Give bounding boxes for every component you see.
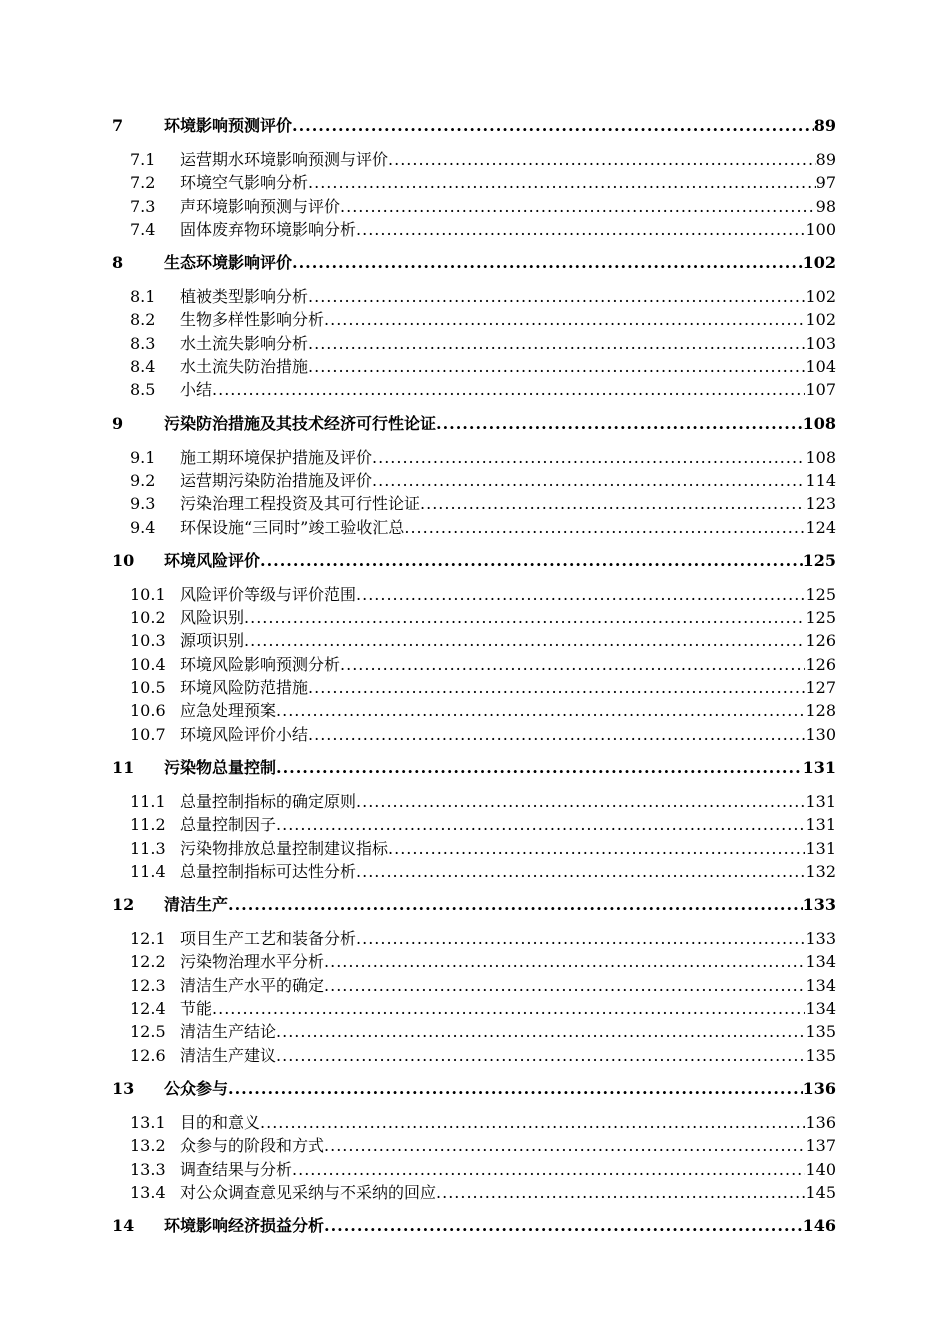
page-number: 108 [805, 447, 836, 467]
toc-section-entry[interactable] [112, 469, 836, 492]
toc-section-entry[interactable] [112, 171, 836, 194]
dot-leader [324, 974, 805, 997]
dot-leader [388, 148, 816, 171]
chapter-number: 12 [112, 895, 135, 915]
dot-leader [324, 1214, 803, 1238]
toc-chapter-entry[interactable] [112, 251, 836, 275]
section-number: 8.4 [130, 357, 156, 377]
section-title: 总量控制因子 [180, 815, 277, 835]
page-number: 126 [805, 631, 836, 651]
dot-leader [308, 171, 816, 194]
section-title: 固体废弃物环境影响分析 [180, 219, 357, 239]
section-number: 11.1 [130, 791, 166, 811]
section-number: 9.3 [130, 494, 156, 514]
toc-section-entry[interactable] [112, 332, 836, 355]
dot-leader [372, 469, 805, 492]
toc-section-entry[interactable] [112, 860, 836, 883]
section-number: 13.4 [130, 1182, 166, 1202]
section-number: 7.3 [130, 196, 156, 216]
page-number: 134 [805, 952, 836, 972]
dot-leader [276, 756, 803, 780]
section-title: 环境风险防范措施 [180, 678, 309, 698]
page-number: 100 [805, 219, 836, 239]
page-number: 98 [815, 196, 836, 216]
dot-leader [228, 893, 803, 917]
section-title: 源项识别 [180, 631, 245, 651]
toc-section-entry[interactable] [112, 723, 836, 746]
dot-leader [340, 653, 805, 676]
section-title: 总量控制指标的确定原则 [180, 791, 357, 811]
section-number: 13.3 [130, 1159, 166, 1179]
dot-leader [372, 446, 805, 469]
section-title: 运营期污染防治措施及评价 [180, 470, 373, 490]
page-number: 132 [805, 861, 836, 881]
dot-leader [292, 114, 814, 138]
page-number: 102 [805, 287, 836, 307]
dot-leader [436, 1181, 805, 1204]
section-number: 10.1 [130, 584, 166, 604]
dot-leader [388, 837, 805, 860]
page-number: 123 [805, 494, 836, 514]
page-number: 136 [805, 1112, 836, 1132]
section-title: 生物多样性影响分析 [180, 310, 325, 330]
dot-leader [356, 218, 805, 241]
toc-section-entry[interactable] [112, 629, 836, 652]
toc-section-entry[interactable] [112, 653, 836, 676]
page-number: 125 [805, 608, 836, 628]
section-number: 13.1 [130, 1112, 166, 1132]
page-number: 131 [805, 791, 836, 811]
page-number: 126 [805, 654, 836, 674]
dot-leader [324, 308, 805, 331]
section-title: 清洁生产建议 [180, 1045, 277, 1065]
dot-leader [356, 927, 805, 950]
toc-section-entry[interactable] [112, 446, 836, 469]
section-number: 12.1 [130, 929, 166, 949]
dot-leader [340, 195, 816, 218]
chapter-number: 9 [112, 413, 124, 433]
section-title: 植被类型影响分析 [180, 287, 309, 307]
dot-leader [228, 1077, 803, 1101]
section-title: 环境风险评价小结 [180, 724, 309, 744]
section-number: 10.6 [130, 701, 166, 721]
page-number: 103 [805, 333, 836, 353]
section-title: 污染物排放总量控制建议指标 [180, 838, 389, 858]
toc-section-entry[interactable] [112, 285, 836, 308]
section-title: 施工期环境保护措施及评价 [180, 447, 373, 467]
toc-section-entry[interactable] [112, 378, 836, 401]
dot-leader [420, 492, 805, 515]
section-title: 对公众调查意见采纳与不采纳的回应 [180, 1182, 437, 1202]
toc-section-entry[interactable] [112, 1158, 836, 1181]
toc-section-entry[interactable] [112, 195, 836, 218]
section-number: 9.4 [130, 517, 156, 537]
page-number: 102 [805, 310, 836, 330]
section-title: 总量控制指标可达性分析 [180, 861, 357, 881]
section-title: 应急处理预案 [180, 701, 277, 721]
page-number: 145 [805, 1182, 836, 1202]
section-title: 污染治理工程投资及其可行性论证 [180, 494, 421, 514]
dot-leader [356, 790, 805, 813]
section-title: 节能 [180, 999, 213, 1019]
dot-leader [324, 950, 805, 973]
chapter-title: 污染防治措施及其技术经济可行性论证 [164, 413, 437, 433]
section-title: 目的和意义 [180, 1112, 261, 1132]
dot-leader [292, 1158, 805, 1181]
chapter-title: 环境影响经济损益分析 [164, 1216, 325, 1236]
section-number: 12.3 [130, 975, 166, 995]
page-number: 125 [805, 584, 836, 604]
toc-chapter-entry[interactable] [112, 1077, 836, 1101]
chapter-number: 13 [112, 1078, 135, 1098]
section-number: 9.1 [130, 447, 156, 467]
section-title: 小结 [180, 380, 213, 400]
page-number: 140 [805, 1159, 836, 1179]
page-number: 114 [805, 470, 836, 490]
chapter-number: 10 [112, 550, 135, 570]
section-title: 运营期水环境影响预测与评价 [180, 150, 389, 169]
dot-leader [308, 676, 805, 699]
dot-leader [276, 699, 805, 722]
section-number: 8.1 [130, 287, 156, 307]
section-number: 13.2 [130, 1136, 166, 1156]
toc-section-entry[interactable] [112, 1020, 836, 1043]
toc-chapter-entry[interactable] [112, 1214, 836, 1238]
page-number: 128 [805, 701, 836, 721]
toc-section-entry[interactable] [112, 997, 836, 1020]
dot-leader [276, 813, 805, 836]
section-number: 11.3 [130, 838, 166, 858]
section-number: 9.2 [130, 470, 156, 490]
toc-section-entry[interactable] [112, 1044, 836, 1067]
toc-section-entry[interactable] [112, 606, 836, 629]
page-number: 134 [805, 999, 836, 1019]
section-title: 清洁生产水平的确定 [180, 975, 325, 995]
page-number: 108 [802, 413, 836, 433]
dot-leader [324, 1134, 805, 1157]
section-number: 8.5 [130, 380, 156, 400]
section-number: 10.2 [130, 608, 166, 628]
toc-section-entry[interactable] [112, 148, 836, 171]
page-number: 135 [805, 1045, 836, 1065]
dot-leader [276, 1044, 805, 1067]
dot-leader [308, 723, 805, 746]
page-number: 89 [815, 150, 836, 169]
dot-leader [308, 285, 805, 308]
page-number: 107 [805, 380, 836, 400]
chapter-title: 清洁生产 [164, 895, 229, 915]
toc-section-entry[interactable] [112, 1181, 836, 1204]
toc-section-entry[interactable] [112, 355, 836, 378]
toc-section-entry[interactable] [112, 492, 836, 515]
chapter-title: 公众参与 [164, 1078, 229, 1098]
page-number: 131 [802, 757, 836, 777]
section-number: 7.2 [130, 173, 156, 193]
section-title: 环保设施“三同时”竣工验收汇总 [180, 517, 405, 537]
dot-leader [244, 606, 805, 629]
toc-section-entry[interactable] [112, 837, 836, 860]
page-number: 133 [802, 895, 836, 915]
toc-section-entry[interactable] [112, 950, 836, 973]
chapter-number: 8 [112, 253, 124, 273]
section-number: 12.5 [130, 1022, 166, 1042]
toc-section-entry[interactable] [112, 308, 836, 331]
chapter-title: 环境影响预测评价 [164, 116, 293, 135]
page-number: 124 [805, 517, 836, 537]
section-number: 10.7 [130, 724, 166, 744]
dot-leader [212, 378, 805, 401]
chapter-title: 污染物总量控制 [164, 757, 277, 777]
toc-section-entry[interactable] [112, 813, 836, 836]
dot-leader [212, 997, 805, 1020]
section-title: 风险识别 [180, 608, 245, 628]
dot-leader [356, 860, 805, 883]
page-number: 127 [805, 678, 836, 698]
page-number: 130 [805, 724, 836, 744]
dot-leader [260, 549, 803, 573]
dot-leader [436, 412, 803, 436]
dot-leader [244, 629, 805, 652]
page-number: 97 [815, 173, 836, 193]
chapter-number: 7 [112, 116, 124, 135]
section-number: 8.2 [130, 310, 156, 330]
section-title: 水土流失影响分析 [180, 333, 309, 353]
section-title: 调查结果与分析 [180, 1159, 293, 1179]
section-title: 环境空气影响分析 [180, 173, 309, 193]
toc-section-entry[interactable] [112, 1134, 836, 1157]
toc-chapter-entry[interactable] [112, 549, 836, 573]
toc-section-entry[interactable] [112, 927, 836, 950]
toc-chapter-entry[interactable] [112, 412, 836, 436]
toc-section-entry[interactable] [112, 699, 836, 722]
section-title: 风险评价等级与评价范围 [180, 584, 357, 604]
toc-section-entry[interactable] [112, 1111, 836, 1134]
page-number: 104 [805, 357, 836, 377]
dot-leader [292, 251, 803, 275]
toc-section-entry[interactable] [112, 790, 836, 813]
section-title: 水土流失防治措施 [180, 357, 309, 377]
toc-chapter-entry[interactable] [112, 756, 836, 780]
table-of-contents [112, 114, 836, 1248]
toc-chapter-entry[interactable] [112, 114, 836, 138]
page-number: 125 [802, 550, 836, 570]
page-number: 131 [805, 815, 836, 835]
toc-section-entry[interactable] [112, 676, 836, 699]
section-number: 11.4 [130, 861, 166, 881]
page-number: 131 [805, 838, 836, 858]
section-title: 众参与的阶段和方式 [180, 1136, 325, 1156]
section-title: 污染物治理水平分析 [180, 952, 325, 972]
chapter-number: 11 [112, 757, 135, 777]
dot-leader [308, 355, 805, 378]
section-number: 12.6 [130, 1045, 166, 1065]
chapter-title: 环境风险评价 [164, 550, 261, 570]
section-title: 清洁生产结论 [180, 1022, 277, 1042]
section-number: 11.2 [130, 815, 166, 835]
dot-leader [404, 516, 805, 539]
page-number: 102 [802, 253, 836, 273]
section-number: 10.5 [130, 678, 166, 698]
chapter-title: 生态环境影响评价 [164, 253, 293, 273]
toc-section-entry[interactable] [112, 218, 836, 241]
section-number: 12.2 [130, 952, 166, 972]
toc-section-entry[interactable] [112, 516, 836, 539]
page-number: 89 [813, 116, 836, 135]
chapter-number: 14 [112, 1216, 135, 1236]
page-number: 134 [805, 975, 836, 995]
page-number: 135 [805, 1022, 836, 1042]
dot-leader [308, 332, 805, 355]
dot-leader [276, 1020, 805, 1043]
section-number: 8.3 [130, 333, 156, 353]
section-number: 12.4 [130, 999, 166, 1019]
section-title: 声环境影响预测与评价 [180, 196, 341, 216]
section-title: 环境风险影响预测分析 [180, 654, 341, 674]
dot-leader [356, 583, 805, 606]
page-number: 137 [805, 1136, 836, 1156]
dot-leader [260, 1111, 805, 1134]
section-number: 7.4 [130, 219, 156, 239]
page-number: 146 [802, 1216, 836, 1236]
section-number: 10.4 [130, 654, 166, 674]
section-number: 7.1 [130, 150, 156, 169]
section-title: 项目生产工艺和装备分析 [180, 929, 357, 949]
section-number: 10.3 [130, 631, 166, 651]
toc-section-entry[interactable] [112, 583, 836, 606]
toc-chapter-entry[interactable] [112, 893, 836, 917]
page-number: 136 [802, 1078, 836, 1098]
toc-section-entry[interactable] [112, 974, 836, 997]
page-number: 133 [805, 929, 836, 949]
